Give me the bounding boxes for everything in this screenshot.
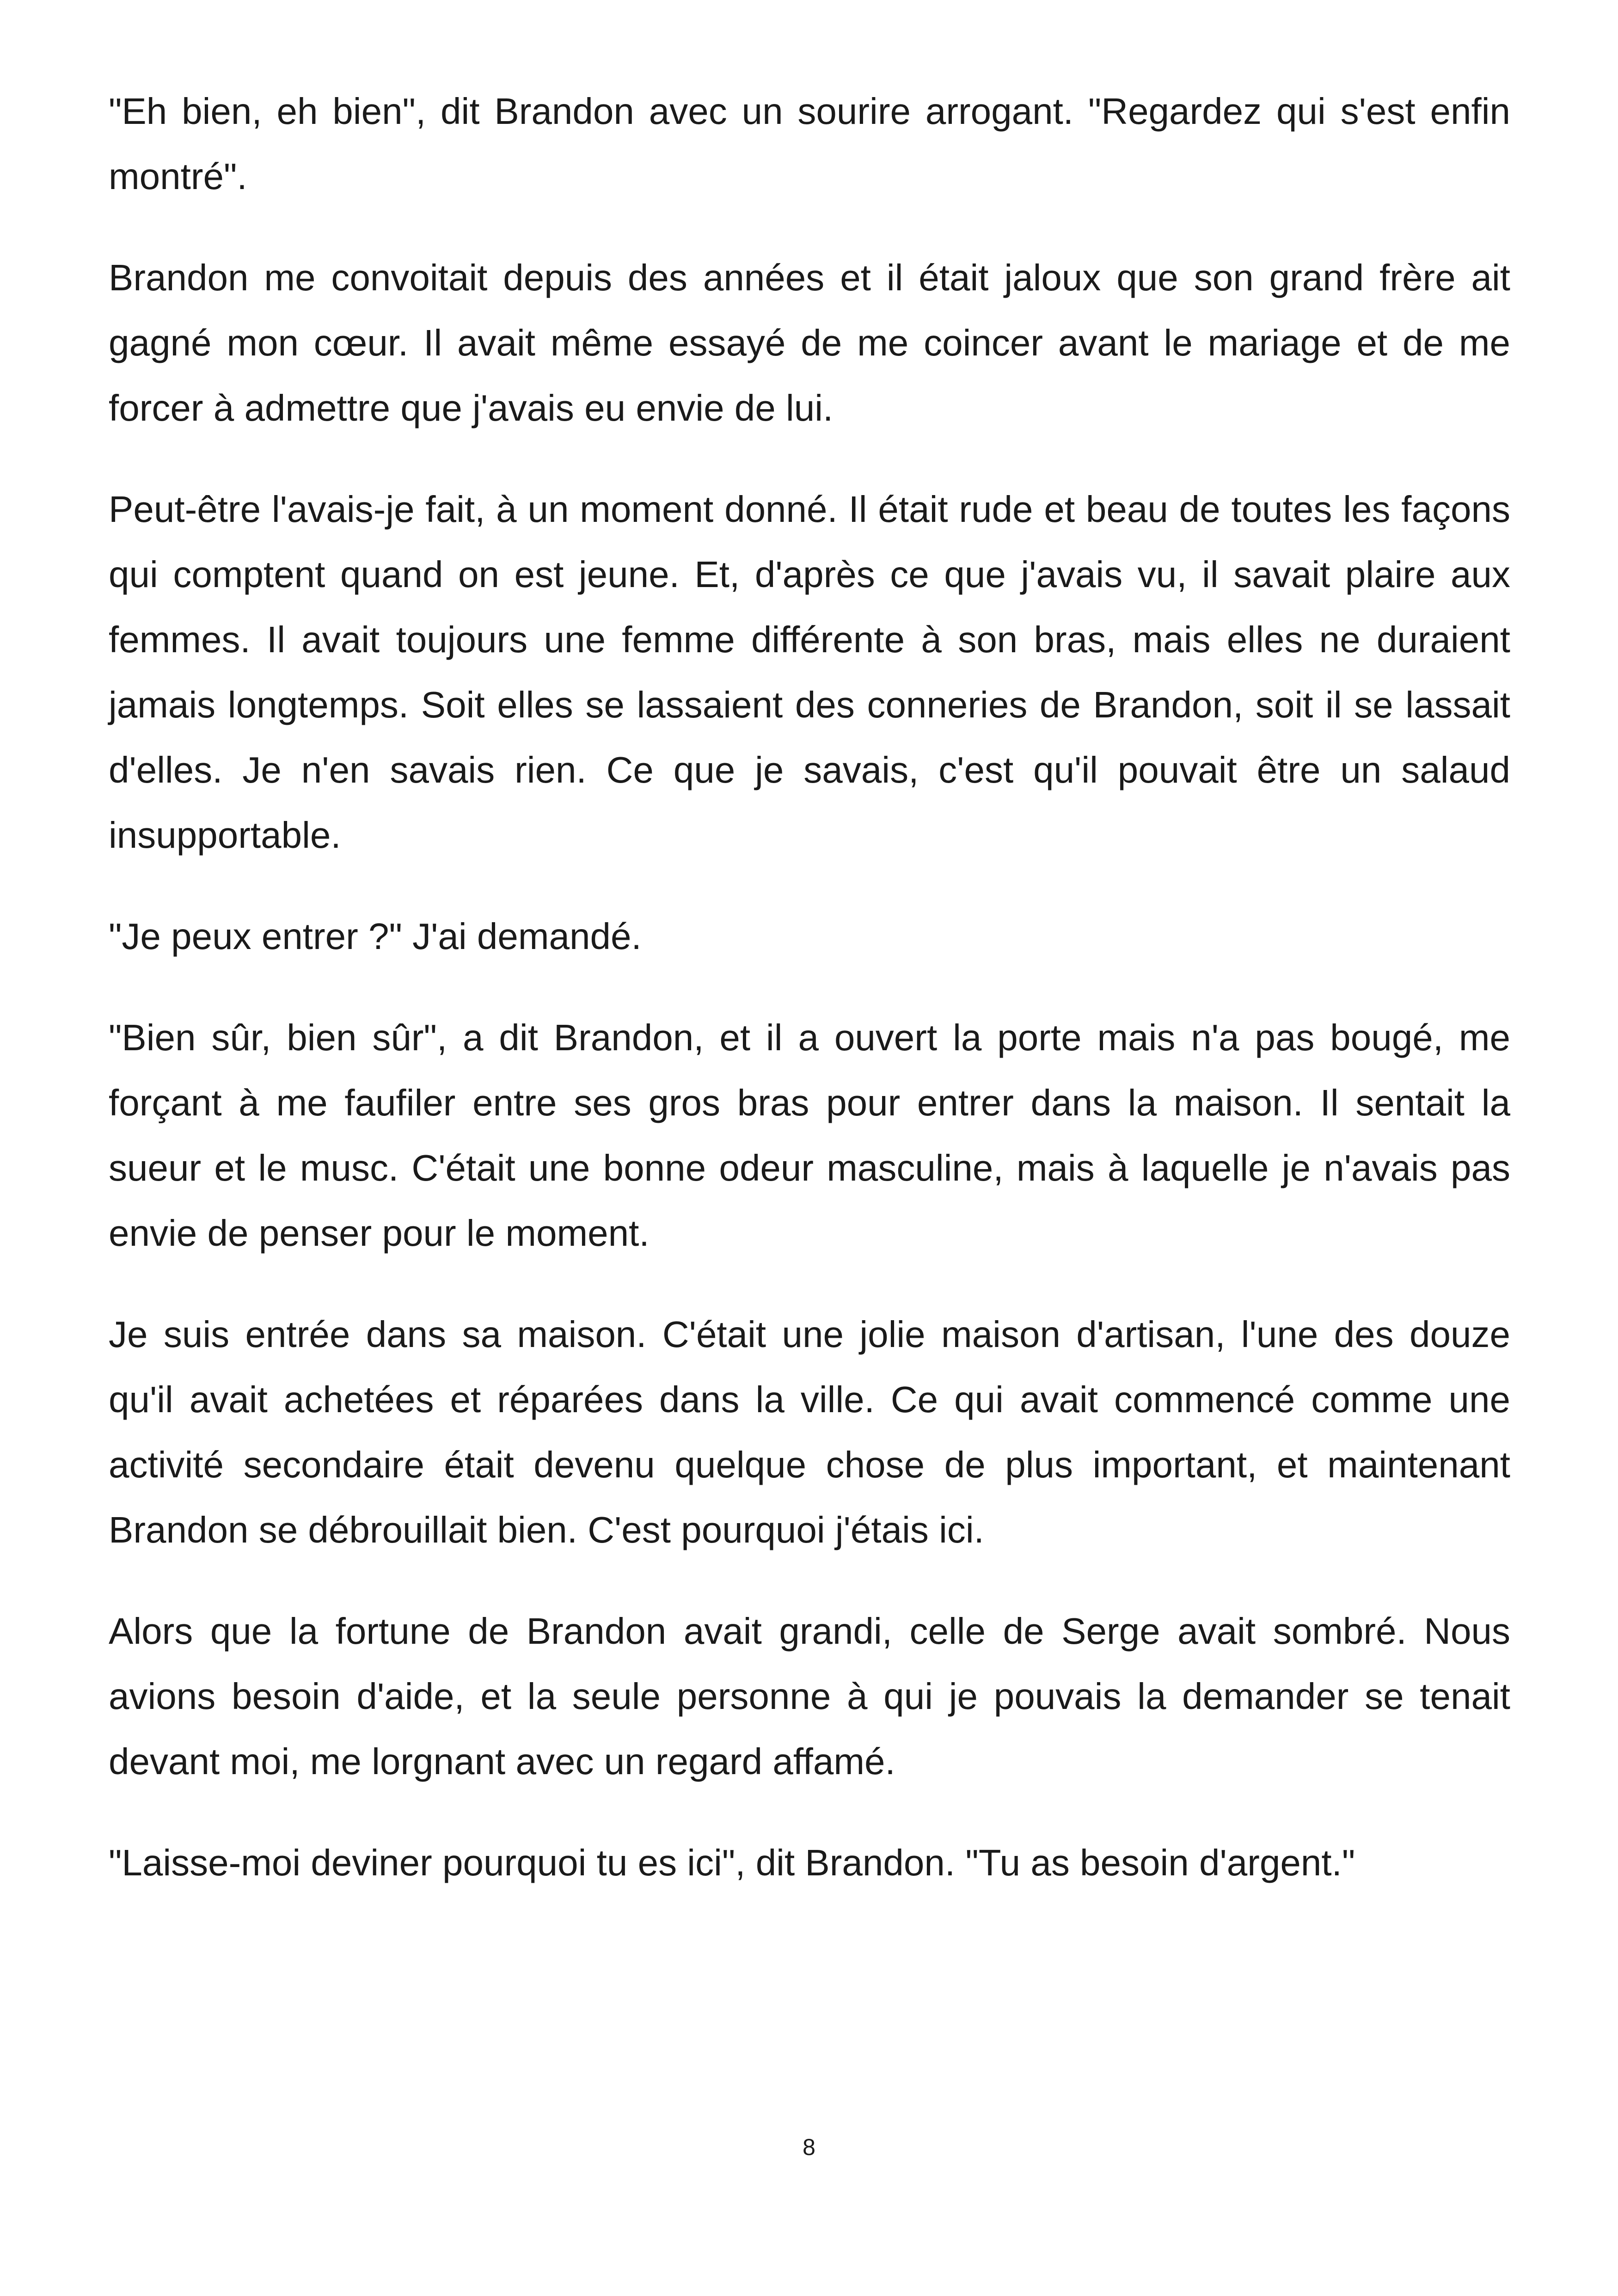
paragraph: Brandon me convoitait depuis des années et il était jaloux que son grand frère ait gagné mon cœur. Il avait même essayé de me coincer avant le mariage et de me forcer à admettre que j'avais eu envie de lui.	[109, 257, 1510, 429]
paragraph: "Bien sûr, bien sûr", a dit Brandon, et il a ouvert la porte mais n'a pas bougé, me forçant à me faufiler entre ses gros bras pour entrer dans la maison. Il sentait la sueur et le musc. C'était une bonne odeur masculine, mais à laquelle je n'avais pas envie de penser pour le moment.	[109, 1017, 1510, 1254]
paragraph: Peut-être l'avais-je fait, à un moment donné. Il était rude et beau de toutes les façons qui comptent quand on est jeune. Et, d'après ce que j'avais vu, il savait plaire aux femmes. Il avait toujours une femme différente à son bras, mais elles ne duraient jamais longtemps. Soit elles se lassaient des conneries de Brandon, soit il se lassait d'elles. Je n'en savais rien. Ce que je savais, c'est qu'il pouvait être un salaud insupportable.	[109, 489, 1510, 856]
paragraph: Alors que la fortune de Brandon avait grandi, celle de Serge avait sombré. Nous avions besoin d'aide, et la seule personne à qui je pouvais la demander se tenait devant moi, me lorgnant avec un regard affamé.	[109, 1610, 1510, 1782]
paragraph: Je suis entrée dans sa maison. C'était une jolie maison d'artisan, l'une des douze qu'il avait achetées et réparées dans la ville. Ce qui avait commencé comme une activité secondaire était devenu quelque chose de plus important, et maintenant Brandon se débrouillait bien. C'est pourquoi j'étais ici.	[109, 1314, 1510, 1550]
paragraph: "Je peux entrer ?" J'ai demandé.	[109, 916, 642, 957]
paragraph: "Laisse-moi deviner pourquoi tu es ici", dit Brandon. "Tu as besoin d'argent."	[109, 1842, 1355, 1883]
body-text	[109, 79, 1510, 1931]
page-number: 8	[803, 2134, 815, 2160]
paragraph: "Eh bien, eh bien", dit Brandon avec un sourire arrogant. "Regardez qui s'est enfin montré".	[109, 91, 1510, 197]
